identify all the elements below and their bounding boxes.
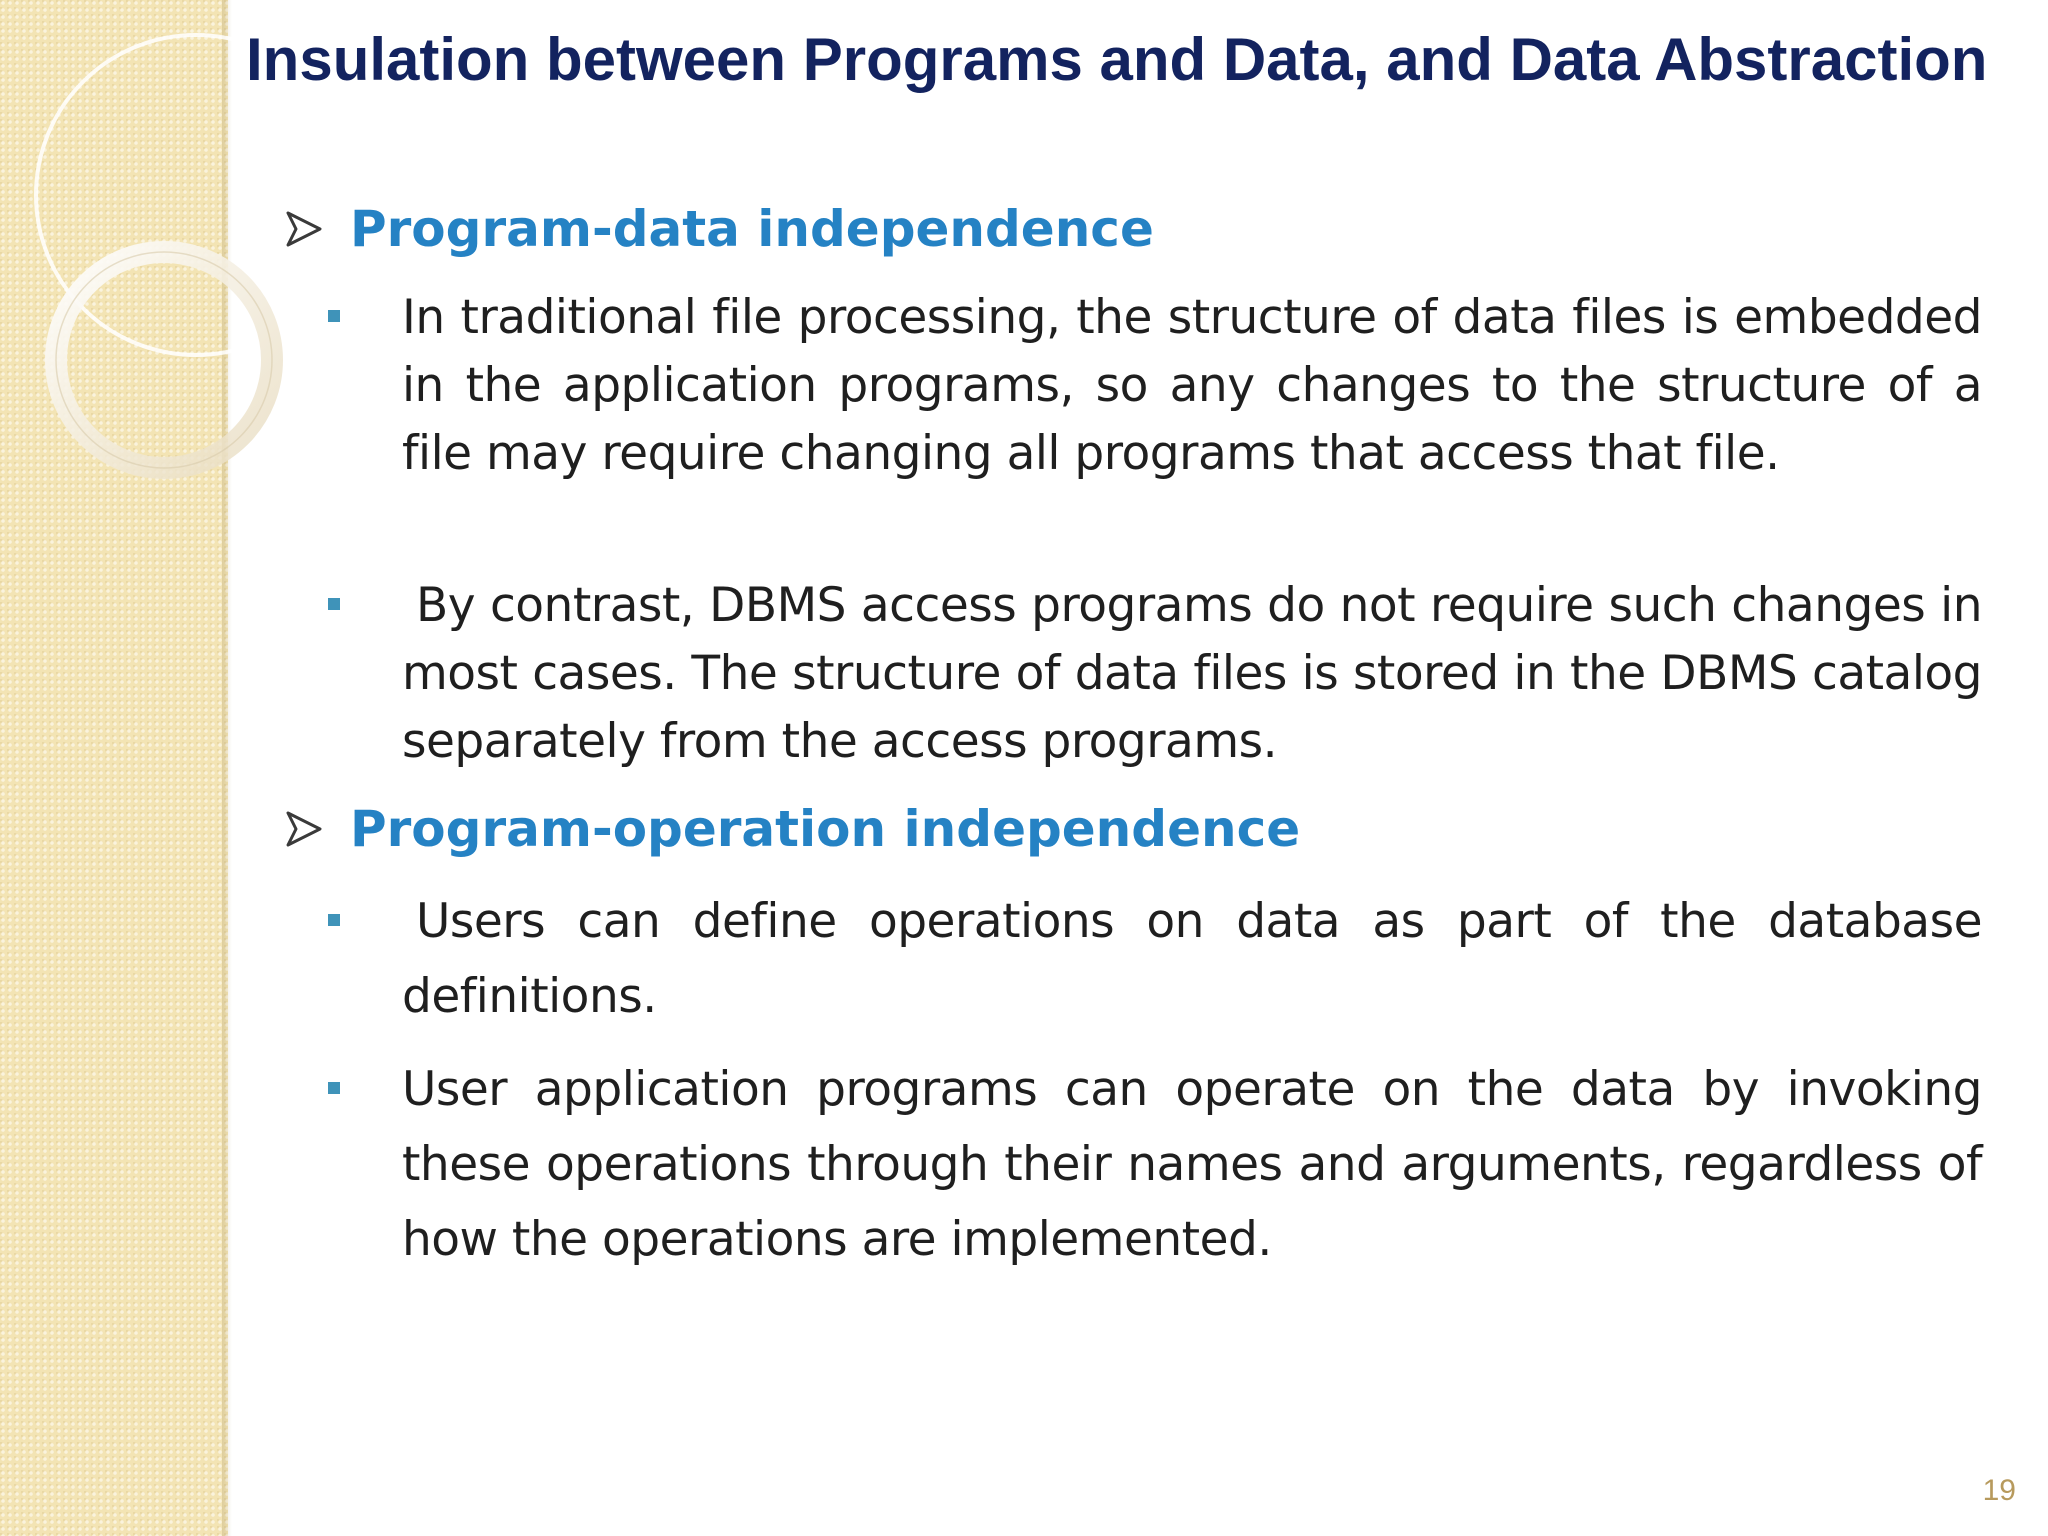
bullet-text: By contrast, DBMS access programs do not require such changes in most cases. The structure of data files is stored in the DBMS catalog separately from the access programs.	[402, 578, 1982, 769]
decorative-side-band	[0, 0, 228, 1536]
section-heading-program-data	[284, 200, 1154, 258]
section-heading-label: Program-data independence	[350, 200, 1154, 258]
square-bullet-icon	[328, 1082, 340, 1094]
section-heading-program-operation	[284, 800, 1300, 858]
square-bullet-icon	[328, 598, 340, 610]
square-bullet-icon	[328, 310, 340, 322]
page-number: 19	[1982, 1474, 2016, 1507]
arrow-right-icon	[284, 209, 324, 249]
arrow-right-icon	[284, 809, 324, 849]
side-band-shadow	[222, 0, 232, 1536]
section-heading-label: Program-operation independence	[350, 800, 1301, 858]
square-bullet-icon	[328, 914, 340, 926]
bullet-text: Users can define operations on data as part of the database definitions.	[402, 894, 1982, 1024]
slide-title: Insulation between Programs and Data, and Data Abstraction	[246, 26, 1988, 93]
bullet-text: User application programs can operate on the data by invoking these operations through their names and arguments, regardless of how the operations are implemented.	[402, 1062, 1982, 1267]
bullet-text: In traditional file processing, the structure of data files is embedded in the application programs, so any changes to the structure of a file may require changing all programs that access that file.	[402, 290, 1982, 481]
